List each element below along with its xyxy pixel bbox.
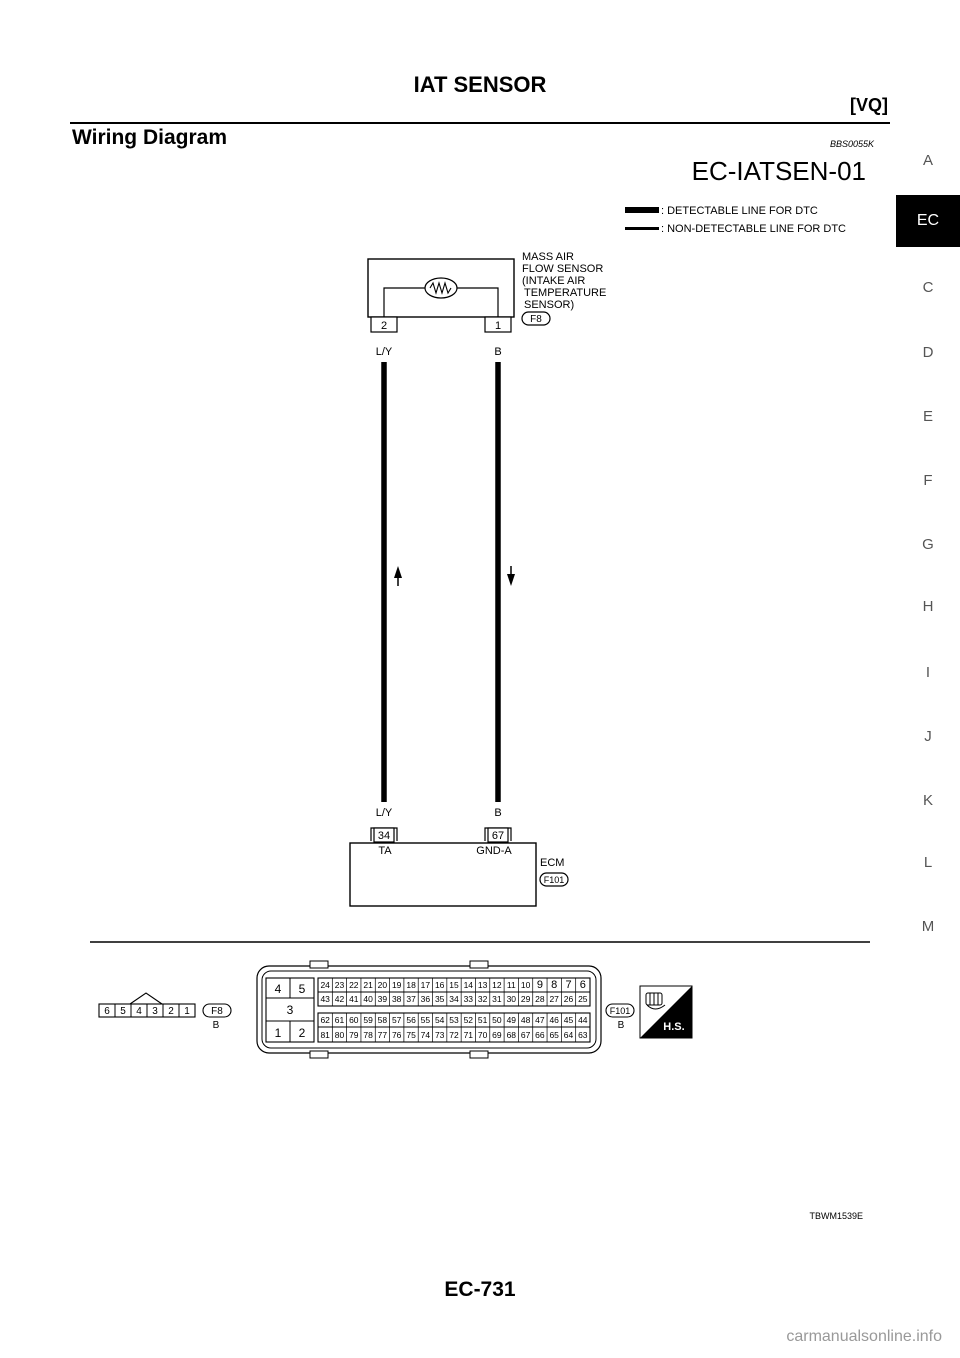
sensor-connector-label: F8 [530,314,542,325]
f101-top-latch [310,961,328,968]
f8-pin: 4 [136,1006,142,1017]
f101-pin-31: 31 [492,994,502,1004]
f8-pin: 2 [168,1006,174,1017]
f101-signal-pins [320,978,587,1042]
f101-bottom-latch [470,1051,488,1058]
f101-pin-80: 80 [334,1030,345,1040]
legend-detectable-line [625,207,659,213]
f101-pin-45: 45 [563,1015,574,1025]
f101-pin-28: 28 [535,994,545,1004]
harness-hand-icon [646,993,665,1009]
maf-label-line-1: MASS AIR [522,251,574,263]
f101-pin-55: 55 [420,1015,431,1025]
f8-latch [130,993,162,1004]
f101-pin-47: 47 [535,1015,545,1025]
f101-pin-37: 37 [406,994,416,1004]
f101-pin-70: 70 [477,1030,488,1040]
page-title: IAT SENSOR [413,72,547,97]
f101-pin-22: 22 [349,980,359,990]
maf-sensor-label [522,251,609,311]
connector-f8-view [99,993,231,1031]
maf-sensor [368,251,609,332]
ecm-pin-34-label: 34 [377,830,391,842]
f101-pin-13: 13 [477,980,488,990]
f101-pin-15: 15 [449,980,459,990]
wire-color-top-ly: L/Y [375,346,393,358]
side-index-f[interactable]: F [923,472,933,489]
f101-pin-38: 38 [391,994,402,1004]
f101-view-color: B [617,1020,625,1031]
f101-pin-30: 30 [506,994,517,1004]
f101-pin-9: 9 [536,979,543,991]
f101-pin-74: 74 [420,1030,431,1040]
f101-pin-8: 8 [551,979,558,991]
f101-pin-67: 67 [520,1030,531,1040]
site-watermark: carmanualsonline.info [786,1328,942,1345]
wire-color-bottom-ly: L/Y [375,807,393,819]
f101-power-pin: 3 [286,1003,294,1017]
side-index-g[interactable]: G [922,536,934,553]
side-index-e[interactable]: E [922,408,933,425]
legend [625,205,846,235]
f101-pin-20: 20 [377,980,388,990]
legend-non-detectable-text: : NON-DETECTABLE LINE FOR DTC [661,223,846,235]
signal-down-arrow-icon [507,574,515,586]
wires [376,346,515,819]
f101-pin-19: 19 [391,980,402,990]
f101-pin-32: 32 [477,994,488,1004]
f101-pin-11: 11 [506,980,516,990]
f101-view-name: F101 [609,1006,631,1016]
f101-pin-43: 43 [320,994,330,1004]
f101-pin-35: 35 [434,994,445,1004]
f101-top-latch [470,961,488,968]
f101-pin-36: 36 [420,994,431,1004]
f8-view-name: F8 [211,1006,223,1017]
maf-label-line-3: (INTAKE AIR [522,275,586,287]
f101-pin-64: 64 [563,1030,574,1040]
f101-pin-49: 49 [506,1015,517,1025]
f101-pin-50: 50 [492,1015,502,1025]
ecm-pin-67-label: 67 [491,830,505,842]
f101-pin-7: 7 [565,979,572,991]
f101-pin-18: 18 [406,980,416,990]
f101-pin-14: 14 [463,980,474,990]
page-number: EC-731 [444,1278,516,1301]
ecm-signal-gnd-a: GND-A [476,845,512,857]
f101-pin-33: 33 [463,994,474,1004]
f101-pin-10: 10 [520,980,531,990]
f101-pin-63: 63 [578,1030,588,1040]
side-index-j[interactable]: J [924,728,932,745]
f101-pin-79: 79 [349,1030,359,1040]
maf-label-line-4: TEMPERATURE [524,287,607,299]
f101-pin-65: 65 [549,1030,559,1040]
hs-badge [640,986,692,1038]
f101-pin-34: 34 [449,994,459,1004]
f101-pin-53: 53 [449,1015,459,1025]
f101-pin-56: 56 [406,1015,416,1025]
f101-pin-17: 17 [420,980,431,990]
legend-detectable-text: : DETECTABLE LINE FOR DTC [661,205,818,217]
f101-pin-72: 72 [449,1030,459,1040]
f101-pin-41: 41 [349,994,359,1004]
f101-power-pin: 1 [274,1026,282,1040]
figure-code: TBWM1539E [809,1211,863,1221]
f101-pin-75: 75 [406,1030,416,1040]
side-index-h[interactable]: H [922,598,934,615]
hs-badge-text: H.S. [663,1021,685,1033]
section-title: Wiring Diagram [72,126,227,149]
maf-label-line-2: FLOW SENSOR [522,263,604,275]
f101-pin-58: 58 [377,1015,388,1025]
diagram-id: EC-IATSEN-01 [691,156,866,186]
f101-pin-29: 29 [520,994,531,1004]
f101-pin-39: 39 [377,994,388,1004]
f8-pin: 5 [120,1006,126,1017]
f101-pin-78: 78 [363,1030,373,1040]
side-index-m[interactable]: M [921,918,935,935]
f101-pin-21: 21 [363,980,373,990]
f101-pin-26: 26 [563,994,574,1004]
side-index-active-ec[interactable]: EC [896,195,960,247]
engine-variant: [VQ] [850,95,888,115]
f101-pin-57: 57 [391,1015,402,1025]
f101-pin-68: 68 [506,1030,517,1040]
connector-f101-view [257,961,634,1058]
f101-pin-51: 51 [477,1015,488,1025]
f101-pin-71: 71 [463,1030,474,1040]
f101-pin-54: 54 [434,1015,445,1025]
f101-pin-61: 61 [334,1015,345,1025]
f101-pin-59: 59 [363,1015,373,1025]
side-index-l[interactable]: L [923,854,933,871]
f8-pin: 6 [104,1006,110,1017]
f101-pin-69: 69 [492,1030,502,1040]
f101-pin-48: 48 [520,1015,531,1025]
f101-pin-62: 62 [320,1015,330,1025]
f101-pin-27: 27 [549,994,559,1004]
f101-pin-66: 66 [535,1030,545,1040]
f101-pin-6: 6 [579,979,586,991]
f8-view-color: B [212,1020,220,1031]
f101-pin-16: 16 [434,980,445,990]
f101-pin-12: 12 [492,980,502,990]
f101-pin-25: 25 [578,994,588,1004]
f101-pin-46: 46 [549,1015,559,1025]
f101-bottom-latch [310,1051,328,1058]
f101-pin-81: 81 [320,1030,330,1040]
side-index-i[interactable]: I [925,664,931,681]
f101-pin-76: 76 [391,1030,402,1040]
ecm-connector-label: F101 [543,875,565,885]
f101-power-pin: 4 [274,982,282,996]
f101-pin-52: 52 [463,1015,474,1025]
f101-pin-42: 42 [334,994,345,1004]
f101-pin-77: 77 [377,1030,388,1040]
f101-pin-44: 44 [578,1015,588,1025]
signal-up-arrow-icon [394,566,402,578]
f101-pin-60: 60 [349,1015,359,1025]
section-code: BBS0055K [830,139,875,149]
f101-power-pin: 2 [298,1026,306,1040]
f101-pin-24: 24 [320,980,330,990]
ecm-signal-ta: TA [378,845,392,857]
f8-pin: 3 [152,1006,158,1017]
sensor-pin-2-label: 2 [380,320,388,332]
side-index-a[interactable]: A [922,152,933,169]
sensor-pin-1-label: 1 [494,320,502,332]
f101-pin-23: 23 [334,980,345,990]
ecm-label: ECM [540,857,565,869]
side-index-d[interactable]: D [922,344,934,361]
wire-color-top-b: B [494,346,502,358]
side-index-k[interactable]: K [922,792,933,809]
wire-color-bottom-b: B [494,807,502,819]
ecm [350,828,568,906]
f101-pin-40: 40 [363,994,373,1004]
f8-pin: 1 [184,1006,190,1017]
legend-non-detectable-line [625,227,659,230]
f101-pin-73: 73 [434,1030,445,1040]
side-index-c[interactable]: C [922,279,934,296]
f101-power-pin: 5 [298,982,306,996]
maf-label-line-5: SENSOR) [524,299,575,311]
